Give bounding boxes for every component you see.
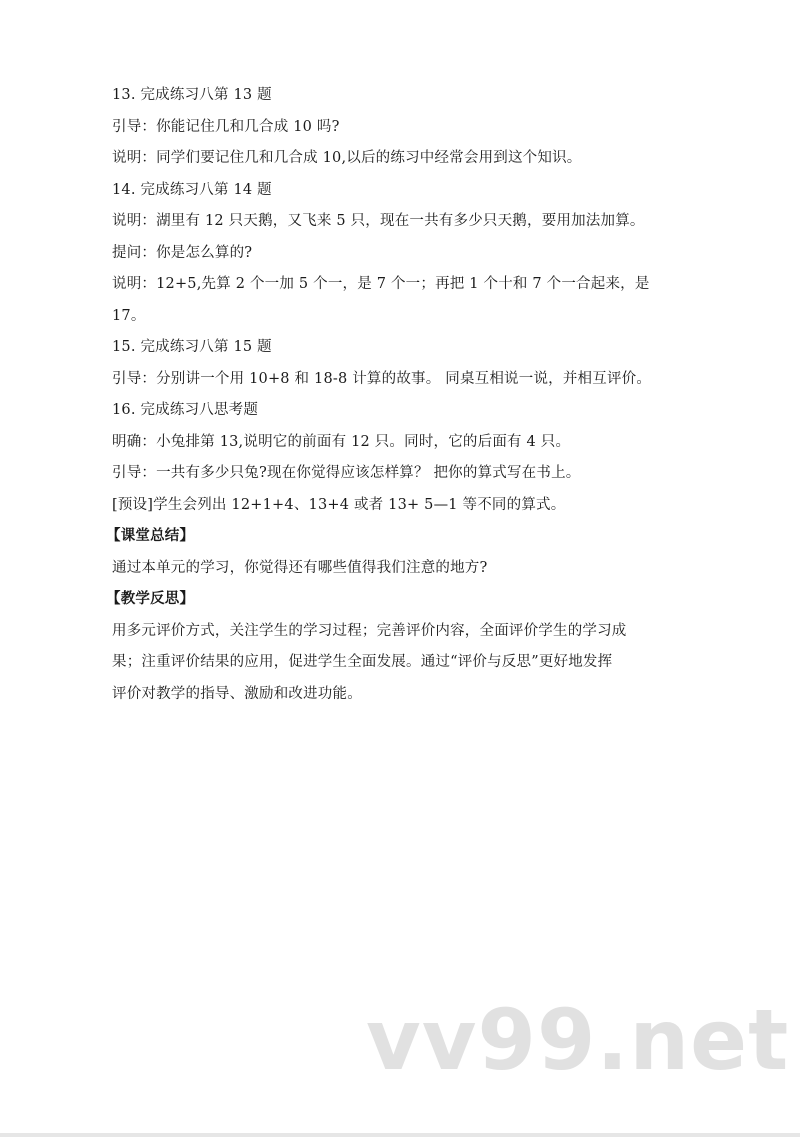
reflection-heading: 【教学反思】 [106, 591, 195, 607]
item-16-preset: [预设]学生会列出 12+1+4、13+4 或者 13+ 5—1 等不同的算式。 [112, 496, 566, 513]
item-15-title: 15. 完成练习八第 15 题 [112, 339, 272, 355]
item-13-title: 13. 完成练习八第 13 题 [112, 87, 272, 103]
reflection-line-2: 果；注重评价结果的应用，促进学生全面发展。通过“评价与反思”更好地发挥 [112, 654, 613, 670]
watermark: vv99.net [366, 991, 790, 1089]
item-15-guide: 引导：分别讲一个用 10+8 和 18-8 计算的故事。 同桌互相说一说，并相互评价。 [112, 370, 652, 387]
page-bottom-edge [0, 1133, 800, 1137]
item-16-guide: 引导：一共有多少只兔?现在你觉得应该怎样算？ 把你的算式写在书上。 [112, 465, 581, 481]
item-14-explanation: 说明：湖里有 12 只天鹅，又飞来 5 只，现在一共有多少只天鹅，要用加法加算。 [112, 213, 645, 229]
item-13-explanation: 说明：同学们要记住几和几合成 10,以后的练习中经常会用到这个知识。 [112, 150, 582, 166]
item-16-title: 16. 完成练习八思考题 [112, 402, 259, 418]
item-13-guide: 引导：你能记住几和几合成 10 吗? [112, 118, 340, 135]
summary-text: 通过本单元的学习，你觉得还有哪些值得我们注意的地方? [112, 559, 488, 576]
item-14-explanation-2: 说明：12+5,先算 2 个一加 5 个一，是 7 个一；再把 1 个十和 7 个一合起来，是 [112, 276, 650, 292]
item-14-explanation-2-cont: 17。 [112, 307, 146, 324]
reflection-line-1: 用多元评价方式，关注学生的学习过程；完善评价内容，全面评价学生的学习成 [112, 622, 627, 639]
item-16-clarify: 明确：小兔排第 13,说明它的前面有 12 只。同时，它的后面有 4 只。 [112, 433, 571, 450]
document-body [106, 80, 692, 710]
item-14-question: 提问：你是怎么算的? [112, 244, 253, 261]
reflection-line-3: 评价对教学的指导、激励和改进功能。 [112, 685, 362, 702]
item-14-title: 14. 完成练习八第 14 题 [112, 181, 272, 198]
summary-heading: 【课堂总结】 [106, 528, 195, 544]
